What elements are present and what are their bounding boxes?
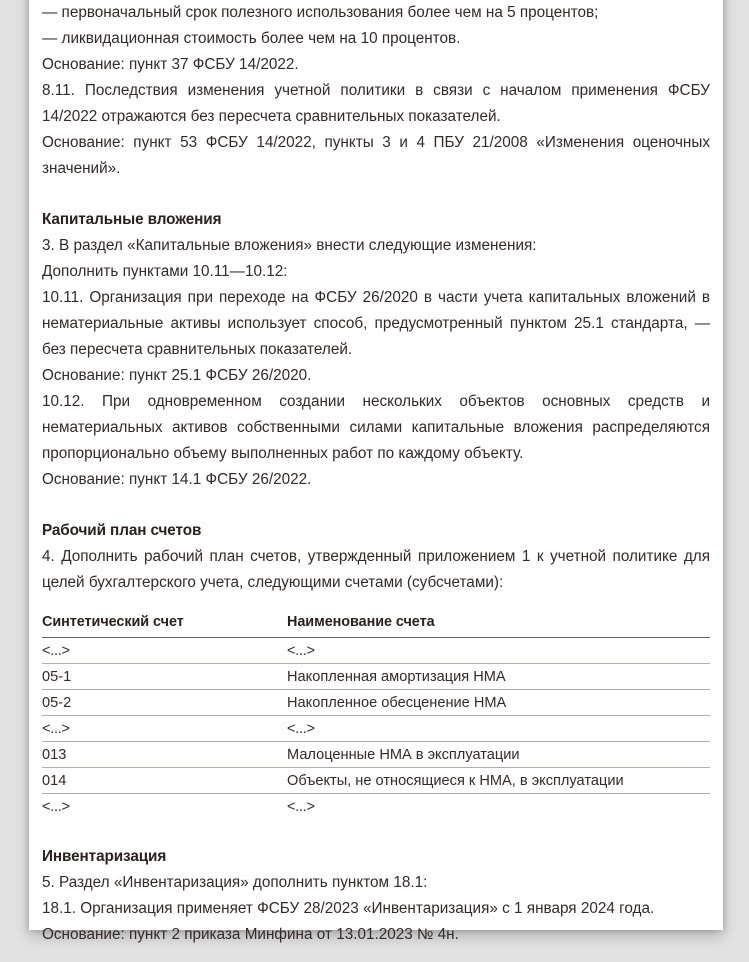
cell-account-code: 05-1	[42, 664, 287, 690]
table-row	[42, 690, 710, 716]
section-heading-capital-investments: Капитальные вложения	[42, 211, 222, 228]
cell-account-code: <...>	[42, 798, 70, 815]
table-row	[42, 664, 710, 690]
paragraph-clause-8-11: 8.11. Последствия изменения учетной политики в связи с началом применения ФСБУ 14/2022 отражаются без пересчета сравнительных показателей.	[42, 82, 710, 125]
paragraph-bullet-liquidation-value: — ликвидационная стоимость более чем на 10 процентов.	[42, 30, 461, 47]
column-header-synthetic-account: Синтетический счет	[42, 612, 287, 638]
table-row	[42, 794, 710, 820]
spacer	[42, 493, 710, 518]
paragraph-clause-10-11: 10.11. Организация при переходе на ФСБУ 26/2020 в части учета капитальных вложений в нематериальные активы использует способ, предусмотренный пунктом 25.1 стандарта, — без пересчета сравнительных показателей.	[42, 289, 710, 358]
paragraph-basis-18-1: Основание: пункт 2 приказа Минфина от 13.01.2023 № 4н.	[42, 926, 459, 943]
paragraph-basis-10-12: Основание: пункт 14.1 ФСБУ 26/2022.	[42, 471, 312, 488]
paragraph-basis-p53: Основание: пункт 53 ФСБУ 14/2022, пункты 3 и 4 ПБУ 21/2008 «Изменения оценочных значений».	[42, 134, 710, 177]
table-row	[42, 716, 710, 742]
cell-account-name: <...>	[287, 716, 710, 742]
page-content	[42, 0, 710, 948]
cell-account-name: <...>	[287, 798, 315, 815]
column-header-account-name: Наименование счета	[287, 612, 710, 638]
paragraph-bullet-useful-life: — первоначальный срок полезного использования более чем на 5 процентов;	[42, 4, 599, 21]
cell-account-name: Объекты, не относящиеся к НМА, в эксплуатации	[287, 768, 710, 794]
paragraph-capital-add-items: Дополнить пунктами 10.11—10.12:	[42, 263, 288, 280]
section-heading-chart-of-accounts: Рабочий план счетов	[42, 522, 202, 539]
section-heading-inventory: Инвентаризация	[42, 848, 167, 865]
paragraph-chart-intro: 4. Дополнить рабочий план счетов, утвержденный приложением 1 к учетной политике для целей бухгалтерского учета, следующими счетами (субсчетами):	[42, 548, 710, 591]
cell-account-name: <...>	[287, 638, 710, 664]
accounts-table	[42, 612, 710, 819]
document-page	[29, 0, 723, 943]
table-row	[42, 638, 710, 664]
cell-account-code: 05-2	[42, 690, 287, 716]
spacer	[42, 819, 710, 844]
spacer	[42, 182, 710, 207]
cell-account-name: Накопленное обесценение НМА	[287, 690, 710, 716]
table-row	[42, 742, 710, 768]
cell-account-code: <...>	[42, 716, 287, 742]
cell-account-code: <...>	[42, 638, 287, 664]
paragraph-basis-p37: Основание: пункт 37 ФСБУ 14/2022.	[42, 56, 299, 73]
cell-account-code: 014	[42, 768, 287, 794]
spacer	[42, 596, 710, 612]
paragraph-clause-18-1: 18.1. Организация применяет ФСБУ 28/2023 «Инвентаризация» с 1 января 2024 года.	[42, 900, 655, 917]
cell-account-name: Накопленная амортизация НМА	[287, 664, 710, 690]
table-row	[42, 768, 710, 794]
table-header-row	[42, 612, 710, 638]
paragraph-inventory-intro: 5. Раздел «Инвентаризация» дополнить пунктом 18.1:	[42, 874, 428, 891]
paragraph-capital-intro: 3. В раздел «Капитальные вложения» внести следующие изменения:	[42, 237, 537, 254]
paragraph-basis-10-11: Основание: пункт 25.1 ФСБУ 26/2020.	[42, 367, 312, 384]
cell-account-code: 013	[42, 742, 287, 768]
cell-account-name: Малоценные НМА в эксплуатации	[287, 742, 710, 768]
paragraph-clause-10-12: 10.12. При одновременном создании нескольких объектов основных средств и нематериальных активов собственными силами капитальные вложения распределяются пропорционально объему выполненных работ по каждому объекту.	[42, 393, 710, 462]
